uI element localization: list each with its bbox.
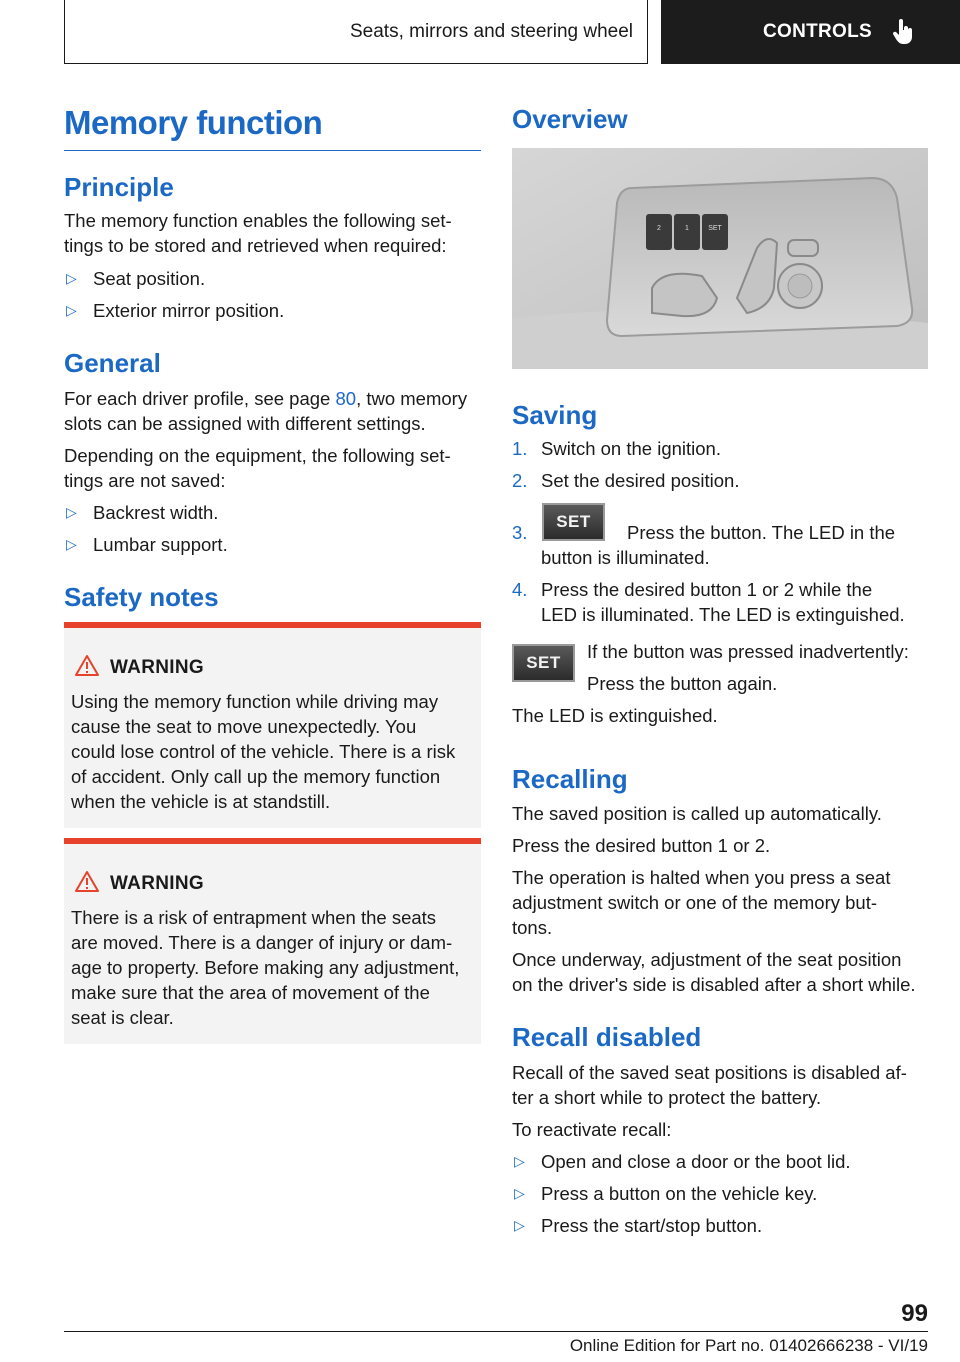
page-title: Memory function — [64, 104, 481, 151]
step-3-text-line2: button is illuminated. — [541, 547, 710, 568]
triangle-bullet-icon: ▷ — [514, 1153, 525, 1169]
note-line2: Press the button again. — [587, 673, 778, 694]
step-4-text-line2: LED is illuminated. The LED is extinguished. — [541, 604, 905, 625]
recalling-p3-line1: The operation is halted when you press a seat — [512, 867, 891, 888]
warning-triangle-icon — [74, 654, 100, 677]
recall-disabled-p1-line1: Recall of the saved seat positions is disabled af- — [512, 1062, 907, 1083]
warning-triangle-icon — [74, 870, 100, 893]
set-button-icon: SET — [542, 503, 605, 541]
heading-overview: Overview — [512, 104, 628, 134]
recall-disabled-p2: To reactivate recall: — [512, 1119, 672, 1140]
warning-title: WARNING — [110, 873, 204, 894]
triangle-bullet-icon: ▷ — [514, 1185, 525, 1201]
warning-text: There is a risk of entrapment when the seats are moved. There is a danger of injury or dam- age to property. Before making any adjustment, make sure that the area of movement of the seat is clear. — [71, 907, 460, 1028]
general-text-line1: For each driver profile, see page 80, two memory — [64, 388, 468, 409]
photo-set-button-label: SET — [708, 225, 722, 232]
note-line1: If the button was pressed inadvertently: — [587, 641, 909, 662]
recalling-p3-line2: adjustment switch or one of the memory but- — [512, 892, 878, 913]
recalling-p4-line1: Once underway, adjustment of the seat position — [512, 949, 902, 970]
principle-text-line2: tings to be stored and retrieved when required: — [64, 235, 447, 256]
general-text2-line1: Depending on the equipment, the following set- — [64, 445, 451, 466]
triangle-bullet-icon: ▷ — [66, 302, 77, 318]
photo-memory-button-label: 2 — [657, 225, 661, 232]
recalling-p1: The saved position is called up automatically. — [512, 803, 882, 824]
principle-text-line1: The memory function enables the following set- — [64, 210, 452, 231]
header-section — [64, 0, 648, 64]
heading-general: General — [64, 348, 161, 378]
triangle-bullet-icon: ▷ — [66, 504, 77, 520]
seat-controls-photo — [512, 148, 928, 369]
step-3-text-line1: Press the button. The LED in the — [627, 522, 896, 543]
footer-divider — [64, 1331, 928, 1332]
triangle-bullet-icon: ▷ — [514, 1217, 525, 1233]
heading-saving: Saving — [512, 400, 598, 430]
hand-pointer-icon — [892, 19, 914, 45]
photo-memory-button-label: 1 — [685, 225, 689, 232]
recall-disabled-p1-line2: ter a short while to protect the battery. — [512, 1087, 822, 1108]
warning-title: WARNING — [110, 657, 204, 678]
recalling-p2: Press the desired button 1 or 2. — [512, 835, 771, 856]
section-title: Seats, mirrors and steering wheel — [349, 20, 633, 42]
edition-footer: Online Edition for Part no. 01402666238 - VI/19 — [569, 1336, 928, 1355]
heading-principle: Principle — [64, 172, 174, 202]
warning-box — [64, 838, 481, 1044]
recalling-p4-line2: on the driver's side is disabled after a short while. — [512, 974, 916, 995]
warning-text: Using the memory function while driving may cause the seat to move unexpectedly. You could lose control of the vehicle. There is a risk of accident. Only call up the memory function when the vehicle is at standstill. — [71, 691, 456, 812]
saving-after-text: The LED is extinguished. — [512, 705, 718, 726]
page-number: 99 — [901, 1300, 928, 1327]
triangle-bullet-icon: ▷ — [66, 270, 77, 286]
triangle-bullet-icon: ▷ — [66, 536, 77, 552]
general-text-line2: slots can be assigned with different settings. — [64, 413, 426, 434]
chapter-title: CONTROLS — [763, 21, 873, 42]
heading-safety-notes: Safety notes — [64, 582, 219, 612]
header-chapter[interactable] — [661, 0, 960, 64]
warning-box — [64, 622, 481, 828]
general-text2-line2: tings are not saved: — [64, 470, 226, 491]
set-button-icon: SET — [512, 644, 575, 682]
heading-recall-disabled: Recall disabled — [512, 1022, 702, 1052]
page-link[interactable]: 80 — [335, 388, 357, 409]
recalling-p3-line3: tons. — [512, 917, 553, 938]
heading-recalling: Recalling — [512, 764, 628, 794]
